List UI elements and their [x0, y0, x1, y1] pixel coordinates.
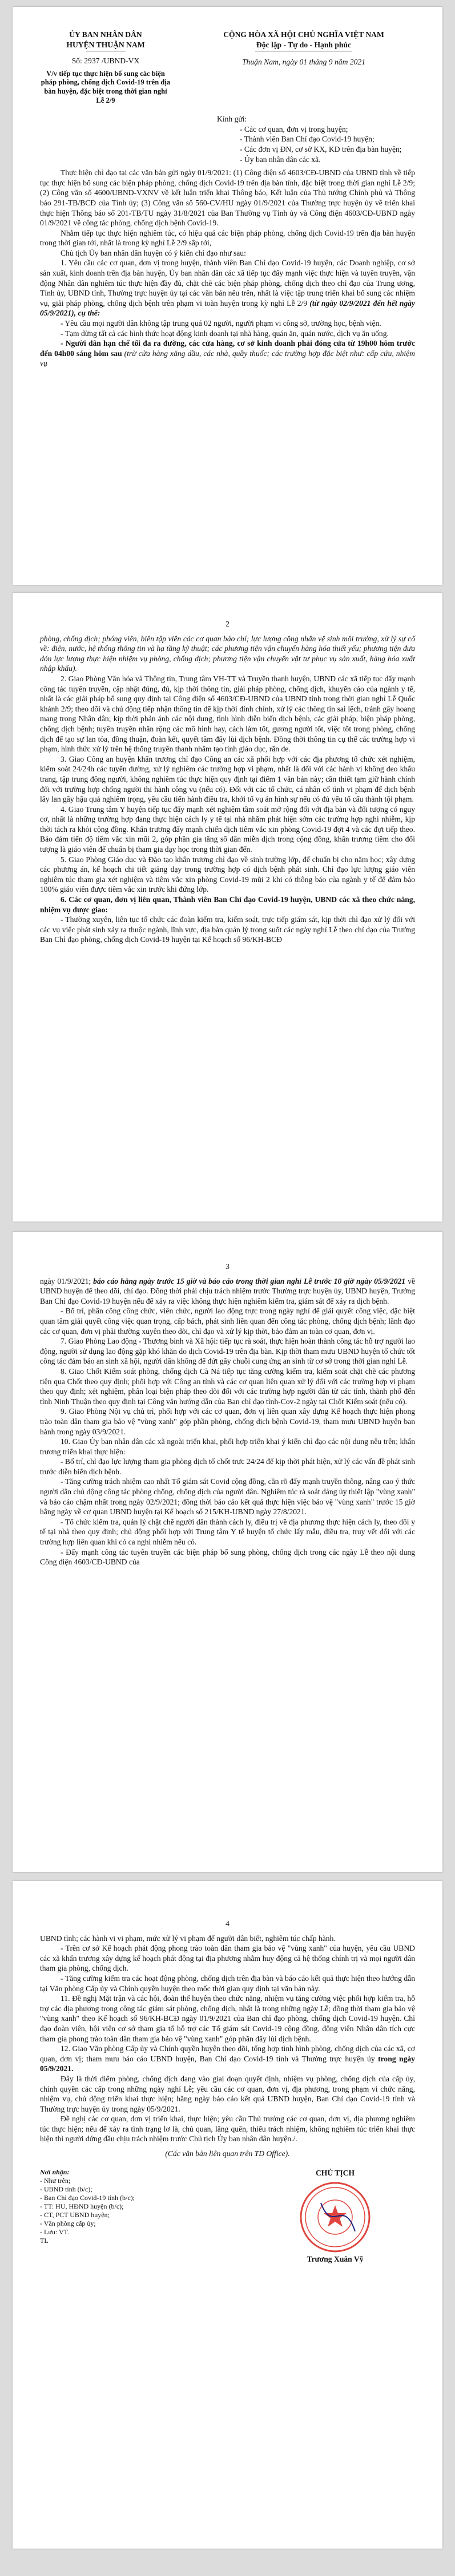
national-motto — [192, 30, 415, 105]
page-number: 2 — [226, 620, 229, 628]
signature-block — [255, 2168, 415, 2264]
item-10-bullet: - Trên cơ sở Kế hoạch phát động phong trào toàn dân tham gia bảo vệ "vùng xanh" của huyện, yêu cầu UBND các xã khẩn trương xây dựng kế hoạch phát động tại địa phương nhằm huy động cả hệ thống chính trị và mọi người dân tham gia phòng, chống dịch. — [40, 1944, 415, 1973]
document-page-3 — [13, 1232, 442, 1872]
item-6-continued — [40, 1276, 415, 1307]
document-page-4 — [13, 1881, 442, 2549]
page-number: 3 — [226, 1262, 229, 1271]
continued-text: ngày 01/9/2021; — [40, 1276, 94, 1285]
document-page-1 — [13, 7, 442, 585]
signature-section — [40, 2168, 415, 2264]
continued-text-tail: về UBND huyện để theo dõi, chỉ đạo. Đồng thời phải chịu trách nhiệm trước Thường trực huyện ủy, UBND huyện, Trưởng Ban Chỉ đạo Covid-19 huyện nếu để xảy ra việc không thực hiện nghiêm kiểm tra, giám sát để xảy ra dịch bệnh. — [40, 1276, 415, 1305]
item-10-bullet: - Tổ chức kiểm tra, quản lý chặt chẽ người dân thành cách ly, điều trị về địa phương thực hiện cách ly, theo dõi y tế tại nhà theo quy định; chủ động phối hợp với Trung tâm Y tế huyện tổ chức lấy mẫu, điều tra, truy vết đối với các trường hợp liên quan khi có ca nghi nhiễm nếu có. — [40, 1517, 415, 1547]
distribution-item: - CT, PCT UBND huyện; — [40, 2210, 110, 2219]
exceptions-continued: phòng, chống dịch; phóng viên, biên tập viên các cơ quan báo chí; lực lượng công nhân vệ sinh môi trường, xử lý sự cố về: điện, nước, hệ thống thông tin và hạ tầng kỹ thuật; các phương tiện vận chuyển hàng hóa thiết yếu; phương tiện đưa đón lực lượng thực hiện nhiệm vụ phòng, chống dịch; phương tiện vận chuyển vật tư phục vụ sản xuất, hàng hóa xuất nhập khẩu). — [40, 634, 415, 673]
document-number: Số: 2937 /UBND-VX — [71, 56, 140, 66]
item-10-continued: UBND tỉnh; các hành vi vi phạm, mức xử lý vi phạm để người dân biết, nghiêm túc chấp hành. — [40, 1934, 336, 1943]
related-documents-note: (Các văn bản liên quan trên TD Office). — [165, 2149, 290, 2158]
item-10-bullet: - Tăng cường kiểm tra các hoạt động phòng, chống dịch trên địa bàn và báo cáo kết quả thực hiện theo hướng dẫn tại Văn phòng Cấp ủy và Chính quyền huyện theo mốc thời gian quy định tại văn bản này. — [40, 1974, 415, 1993]
item-1-bullet: - Yêu cầu mọi người dân không tập trung quá 02 người, người phạm vi công sở, trường học, bệnh viện. — [61, 319, 381, 328]
agency-line-1: ỦY BAN NHÂN DÂN — [69, 30, 142, 39]
agency-line-2: HUYỆN THUẬN NAM — [66, 40, 145, 49]
distribution-item: - Lưu: VT. — [40, 2227, 70, 2236]
item-1-text: 1. Yêu cầu các cơ quan, đơn vị trong huyện, thành viên Ban Chỉ đạo Covid-19 huyện, các Doanh nghiệp, cơ sở sản xuất, kinh doanh trên địa bàn huyện, Ủy ban nhân dân các xã tiếp tục đẩy mạnh việc thực hiện và tuyên truyền, vận động Nhân dân nghiêm túc thực hiện đầy đủ, chặt chẽ các biện pháp phòng, chống dịch theo chỉ đạo của Trung ương, Tỉnh ủy, UBND tỉnh, Thường trực huyện ủy tại các văn bản nêu trên, nhất là việc tập trung triển khai bố sung các nhiệm vụ, giải pháp phòng, chống dịch bệnh trên phạm vi toàn huyện trong kỳ nghỉ Lễ 2/9 — [40, 258, 415, 308]
nation-line-1: CỘNG HÒA XÃ HỘI CHỦ NGHĨA VIỆT NAM — [223, 30, 384, 39]
intro-paragraph: Thực hiện chỉ đạo tại các văn bản gửi ngày 01/9/2021: (1) Công điện số 4603/CĐ-UBND của UBND tỉnh về tiếp tục thực hiện bổ sung các biện pháp phòng, chống dịch Covid-19 trên địa bàn tỉnh, đặc biệt trong thời gian nghỉ Lễ 2/9; (2) Công văn số 4600/UBND-VXNV về kết luận triển khai Thông báo, Kết luận của Thủ tướng Chính phủ và Thông báo 291-TB/BCĐ của Tỉnh ủy; (3) Công văn số 560-CV/HU ngày 01/9/2021 của Thường trực huyện ủy về triển khai thực hiện Thông báo số 201-TB/TU ngày 31/8/2021 của Ban Thường vụ Tỉnh ủy và Công điện 4603/CĐ-UBND ngày 01/9/2021 về công tác phòng, chống dịch bệnh Covid-19. — [40, 168, 415, 228]
item-7: 7. Giao Phòng Lao động - Thương binh và Xã hội: tiếp tục rà soát, thực hiện hoàn thành công tác hỗ trợ người lao động, người sử dụng lao động gặp khó khăn do dịch Covid-19 trên địa bàn. Kịp thời tham mưu UBND huyện tổ chức tốt công tác đảm bảo an sinh xã hội, người dân không để đứt gãy chuỗi cung ứng an sinh từ cơ sở trong thời gian nghỉ Lễ. — [40, 1337, 415, 1366]
distribution-title: Nơi nhận: — [40, 2167, 70, 2176]
item-12-text: 12. Giao Văn phòng Cấp ủy và Chính quyền huyện theo dõi, tổng hợp tình hình phòng, chống dịch của các xã, cơ quan, đơn vị; tham mưu báo cáo UBND huyện, Ban Chỉ đạo Covid-19 tỉnh và Thường trực huyện ủy — [40, 2044, 415, 2063]
item-5: 5. Giao Phòng Giáo dục và Đào tạo khẩn trương chỉ đạo về sinh trường lớp, để chuẩn bị cho năm học; xây dựng các phương án, kế hoạch chi tiết giảng dạy trong trường hợp có dịch bệnh phát sinh. Chỉ đạo lực lượng giáo viên nghiêm túc tham gia xét nghiệm và tiêm vắc xin phòng Covid-19 mũi 2 khi có thông báo của ngành y tế để đảm bảo 100% giáo viên được tiêm vắc xin trước khi đứng lớp. — [40, 855, 415, 894]
report-deadline: báo cáo hằng ngày trước 15 giờ và báo cáo trong thời gian nghỉ Lễ trước 10 giờ ngày 05/9/2021 — [93, 1276, 406, 1285]
item-10-bullet: - Đẩy mạnh công tác tuyên truyền các biện pháp bổ sung phòng, chống dịch trong các ngày Lễ theo nội dung Công điện 4603/CĐ-UBND của — [40, 1547, 415, 1567]
recipient-item: - Các đơn vị ĐN, cơ sở KX, KD trên địa bàn huyện; — [240, 144, 402, 153]
item-11: 11. Đề nghị Mặt trận và các hội, đoàn thể huyện theo chức năng, nhiệm vụ tăng cường việc phối hợp kiểm tra, hỗ trợ các địa phương trong công tác giám sát phòng, chống dịch, nhất là trong những ngày Lễ; đồng thời tham gia bảo vệ "vùng xanh" theo Kế hoạch số 96/KH-BCĐ ngày 01/9/2021 của Ban chỉ đạo phòng, chống dịch Covid-19 huyện. Chỉ đạo đoàn viên, hội viên cơ sở tham gia tổ hỗ trợ các Tổ giám sát Covid-19 cộng đồng, động viên Nhân dân tích cực tham gia phong trào toàn dân tham gia bảo vệ "vùng xanh" góp phần đẩy lùi dịch bệnh. — [40, 1994, 415, 2043]
item-10-bullet: - Bố trí, chỉ đạo lực lượng tham gia phòng dịch tổ chốt trực 24/24 để kịp thời phát hiện, xử lý các vấn đề phát sinh trước diễn biến dịch bệnh. — [40, 1457, 415, 1476]
distribution-item: - Văn phòng cấp ủy; — [40, 2219, 96, 2227]
issuing-agency — [40, 30, 171, 105]
recipients-label: Kính gửi: — [217, 115, 247, 124]
purpose-paragraph: Nhằm tiếp tục thực hiện nghiêm túc, có hiệu quả các biện pháp phòng, chống dịch Covid-19 trên địa bàn huyện trong thời gian tới, nhất là trong kỳ nghỉ Lễ 2/9 sắp tới, — [40, 228, 415, 248]
distribution-item: - Như trên; — [40, 2176, 71, 2185]
directive-lead: Chủ tịch Ủy ban nhân dân huyện có ý kiến chỉ đạo như sau: — [61, 248, 246, 257]
signer-name: Trương Xuân Vỹ — [307, 2255, 364, 2264]
distribution-item: - TT: HU, HĐND huyện (b/c); — [40, 2202, 124, 2210]
item-12 — [40, 2044, 415, 2074]
item-6: 6. Các cơ quan, đơn vị liên quan, Thành viên Ban Chỉ đạo Covid-19 huyện, UBND các xã theo chức năng, nhiệm vụ được giao: — [40, 895, 415, 914]
item-3: 3. Giao Công an huyện khẩn trương chỉ đạo Công an các xã phối hợp với các địa phương tổ chức xét nghiệm, kiểm soát 24/24h các tuyến đường, xử lý nghiêm các trường hợp vi phạm, nhất là đối với các hành vi không đeo khẩu trang, tập trung đông người, không nghiêm túc thực hiện quy định tại điểm 1 văn bản này; cần thiết tạm giữ hành chính đối với trường hợp chống người thi hành công vụ (nếu có). Đối với các tổ chức, cá nhân cố tình vi phạm để dịch bệnh lây lan gây hậu quả nghiêm trọng, yêu cầu tiến hành điều tra, khởi tố vụ án hình sự nếu có đủ yếu tố cấu thành tội phạm. — [40, 754, 415, 804]
item-4: 4. Giao Trung tâm Y huyện tiếp tục đẩy mạnh xét nghiệm tầm soát mở rộng đối với địa bàn và đối tượng có nguy cơ, nhất là những trường hợp đang thực hiện cách ly y tế tại nhà nhằm phát hiện sớm các trường hợp nghi nhiễm, kịp thời tách ra khỏi cộng đồng. Khẩn trương đẩy mạnh chiến dịch tiêm vắc xin phòng Covid-19 đợt 4 và các đợt tiếp theo. Bảo đảm tiến độ tiêm vắc xin mũi 2, góp phần gia tăng số dân miễn dịch trong cộng đồng, khẩn trương tiêm cho đối tượng là giáo viên để chuẩn bị tham gia dạy học trong thời gian đến. — [40, 804, 415, 854]
curfew-exceptions: (trừ cửa hàng xăng dầu, các nhà, quầy thuốc; các trường hợp đặc biệt như: cấp cứu, nhiệm vụ — [40, 349, 415, 368]
item-1-bullet: - Tạm dừng tất cả các hình thức hoạt động kinh doanh tại nhà hàng, quán ăn, quán nước, dịch vụ ăn uống. — [61, 329, 389, 338]
recipient-item: - Ủy ban nhân dân các xã. — [240, 155, 321, 164]
document-header — [40, 30, 415, 105]
distribution-item: TL — [40, 2236, 49, 2245]
item-6-bullet: - Bố trí, phân công công chức, viên chức, người lao động trực trong ngày nghỉ để giải quyết công việc, đặc biệt quan tâm giải quyết công việc quan trọng, cấp bách, phát sinh liên quan đến công tác phòng, chống dịch bệnh; lãnh đạo các cơ quan, đơn vị phải thường xuyên theo dõi, chỉ đạo và xử lý kịp thời, bảo đảm an toàn cơ quan, đơn vị. — [40, 1307, 415, 1336]
item-6-bullet: - Thường xuyên, liên tục tổ chức các đoàn kiểm tra, kiểm soát, trực tiếp giám sát, kịp thời chỉ đạo xử lý đối với các vụ việc phát sinh xảy ra thuộc ngành, lĩnh vực, địa bàn quản lý trong suốt các ngày nghỉ Lễ theo chỉ đạo của Trưởng Ban Chỉ đạo phòng, chống dịch Covid-19 huyện tại Kế hoạch số 96/KH-BCĐ — [40, 915, 415, 944]
item-12-deadline: trong ngày 05/9/2021. — [40, 2054, 415, 2073]
item-10: 10. Giao Ủy ban nhân dân các xã ngoài triển khai, phối hợp triển khai ý kiến chỉ đạo các nội dung nêu trên; khẩn trương triển khai thực hiện: — [40, 1437, 415, 1456]
distribution-item: - UBND tỉnh (b/c); — [40, 2185, 92, 2193]
official-seal — [298, 2180, 372, 2254]
place-date: Thuận Nam, ngày 01 tháng 9 năm 2021 — [242, 58, 365, 67]
distribution-list — [40, 2168, 211, 2264]
recipients-block — [183, 114, 415, 164]
signer-title: CHỦ TỊCH — [315, 2168, 355, 2177]
item-1 — [40, 258, 415, 318]
page-number: 4 — [226, 1919, 229, 1928]
document-subject: V/v tiếp tục thực hiện bổ sung các biện pháp phòng, chống dịch Covid-19 trên địa bàn huyện, đặc biệt trong thời gian nghỉ Lễ 2/9 — [41, 69, 171, 104]
item-1-bullet — [40, 338, 415, 369]
closing-paragraph: Đây là thời điểm phòng, chống dịch đang vào giai đoạn quyết định, nhiệm vụ phòng, chống dịch của cấp ủy, chính quyền các cấp trong những ngày nghỉ Lễ; yêu cầu các cơ quan, đơn vị, địa phương, trong phạm vi chức năng, nhiệm vụ, chủ động triển khai thực hiện; hằng ngày báo cáo kết quả UBND huyện, Ban Chỉ đạo Covid-19 tỉnh và Thường trực huyện ủy trong ngày 05/9/2021. — [40, 2074, 415, 2113]
distribution-item: - Ban Chỉ đạo Covid-19 tỉnh (b/c); — [40, 2193, 135, 2202]
item-2: 2. Giao Phòng Văn hóa và Thông tin, Trung tâm VH-TT và Truyền thanh huyện, UBND các xã tiếp tục đẩy mạnh công tác tuyên truyền, cập nhật đúng, đủ, kịp thời thông tin, giải pháp phòng, chống dịch, khuyến cáo của ngành y tế, nhất là các giải pháp bổ sung quy định tại Công điện số 4603/CĐ-UBND của UBND tỉnh trong thời gian nghỉ Lễ Quốc khánh 2/9; theo dõi và chủ động tiếp nhận thông tin để kịp thời đính chính, xử lý các thông tin sai lệch, tránh gây hoang mang trong Nhân dân; kịp thời phản ánh các nội dung, tình hình diễn biến dịch bệnh, các giải pháp, biện pháp phòng, chống dịch bệnh; tuyên truyền nhân rộng các mô hình hay, cách làm tốt, gương người tốt, việc tốt trong phòng, chống dịch để tạo sự lan tỏa, đồng thuận, đoàn kết, quyết tâm đẩy lùi dịch bệnh. Đồng thời thông tin cụ thể các trường hợp vi phạm, hình thức xử lý trên hệ thống truyền thanh nhằm tạo tính giáo dục, răn đe. — [40, 674, 415, 754]
item-10-bullet: - Tăng cường trách nhiệm cao nhất Tổ giám sát Covid cộng đồng, cần rõ đẩy mạnh truyền thông, nâng cao ý thức người dân chủ động công tác phòng chống, chống dịch của người dân. Nghiêm túc rà soát đảng ủy thiết lập "vùng xanh" và báo cáo chậm nhất trong ngày 02/9/2021; đồng thời báo cáo kết quả thực hiện việc bảo vệ "vùng xanh" trước 15 giờ hằng ngày về cơ quan UBND huyện tại Kế hoạch số 215/KH-UBND ngày 27/8/2021. — [40, 1477, 415, 1517]
item-8: 8. Giao Chốt Kiểm soát phòng, chống dịch Cà Ná tiếp tục tăng cường kiểm tra, kiểm soát chặt chẽ các phương tiện qua Chốt theo quy định; phối hợp với Công an tỉnh và các cơ quan liên quan xử lý đối với các trường hợp vi phạm theo quy định; xét nghiệm, phân loại biện pháp theo dõi đối với các trường hợp người dân từ các tỉnh, thành phố đến tỉnh Ninh Thuận theo quy định tại Công văn hướng dẫn của Ban chỉ đạo tỉnh-Cov-2 ngày tại Chốt Kiểm soát (nếu có). — [40, 1366, 415, 1406]
recipient-item: - Các cơ quan, đơn vị trong huyện; — [240, 124, 348, 134]
item-1-period: (từ ngày 02/9/2021 đến hết ngày 05/9/2021), cụ thể: — [40, 298, 415, 318]
item-9: 9. Giao Phòng Nội vụ chủ trì, phối hợp với các cơ quan, đơn vị liên quan xây dựng Kế hoạch thực hiện phong trào toàn dân tham gia bảo vệ "vùng xanh" góp phần phòng, chống dịch bệnh Covid-19, tham mưu UBND huyện ban hành trong ngày 03/9/2021. — [40, 1407, 415, 1436]
curfew-text: - Người dân hạn chế tối đa ra đường, các cửa hàng, cơ sở kinh doanh phải đóng cửa từ 19h00 hôm trước đến 04h00 sáng hôm sau — [40, 339, 415, 358]
document-page-2 — [13, 593, 442, 1222]
closing-paragraph-2: Đề nghị các cơ quan, đơn vị triển khai, thực hiện; yêu cầu Thủ trưởng các cơ quan, đơn vị, địa phương nghiêm túc thực hiện; nếu để xảy ra tình trạng lơ là, chủ quan, lãng quên, thiếu trách nhiệm, không nghiêm túc triển khai thực hiện thì người đứng đầu chịu trách nhiệm trước Chủ tịch Ủy ban nhân dân huyện./. — [40, 2114, 415, 2144]
seal-icon — [298, 2180, 372, 2254]
nation-line-2: Độc lập - Tự do - Hạnh phúc — [256, 40, 352, 49]
recipient-item: - Thành viên Ban Chỉ đạo Covid-19 huyện; — [240, 135, 375, 144]
